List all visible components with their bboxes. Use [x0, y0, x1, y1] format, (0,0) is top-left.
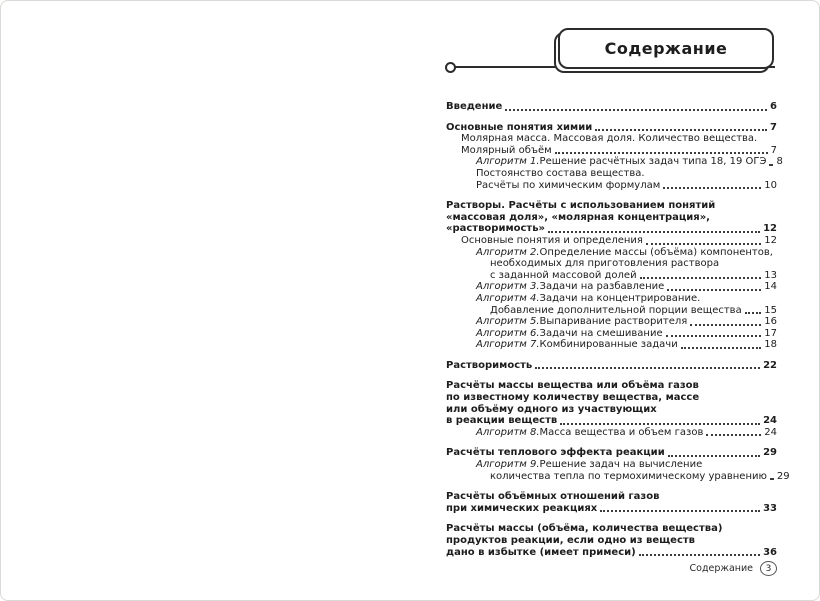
page-number: 15 [764, 304, 777, 316]
toc-entry [476, 459, 790, 482]
page-number: 29 [763, 447, 777, 459]
dot-leader [703, 427, 764, 439]
toc-line-text: Расчёты массы (объёма, количества вещества) [446, 523, 723, 535]
toc-text [446, 523, 722, 534]
rule-end-circle-icon [445, 62, 456, 73]
toc-line [446, 101, 777, 113]
dot-leader [660, 180, 764, 192]
toc-text [446, 404, 657, 415]
toc-entry [476, 247, 777, 282]
toc-text [446, 392, 699, 403]
toc-text [476, 427, 703, 439]
toc-text [446, 535, 695, 546]
toc-entry [446, 122, 777, 134]
toc-line [476, 180, 777, 192]
toc-entry [476, 427, 777, 439]
dot-leader [557, 415, 763, 427]
toc-text [461, 133, 757, 144]
toc-line-text: количества тепла по термохимическому уравнению [490, 470, 767, 482]
dot-leader [592, 122, 770, 134]
dot-leader [636, 547, 763, 559]
toc-line-text: при химических реакциях [446, 502, 598, 514]
toc-line [490, 470, 790, 483]
toc-line-text: Молярный объём [461, 144, 552, 156]
toc-line-text: необходимых для приготовления раствора [490, 258, 720, 270]
toc-line-text: Расчёты объёмных отношений газов [446, 491, 660, 503]
toc-line [446, 491, 777, 503]
toc-line [446, 212, 777, 224]
toc-text [490, 270, 637, 282]
dot-leader [545, 223, 763, 235]
toc-text [446, 503, 597, 515]
toc-line [446, 122, 777, 134]
toc-line-text: Задачи на концентрирование. [539, 292, 701, 304]
page-number: 18 [764, 339, 777, 351]
toc-entry [446, 380, 777, 426]
toc-line [446, 523, 777, 535]
toc-entry [446, 360, 777, 372]
algorithm-label: Алгоритм 1. [476, 156, 540, 168]
toc-text [446, 447, 665, 459]
toc-line-text: «массовая доля», «молярная концентрация», [446, 211, 710, 223]
toc-text [476, 281, 664, 293]
dot-leader [502, 101, 770, 113]
toc-line-text: Задачи на разбавление [539, 281, 665, 293]
toc-entry [476, 281, 777, 293]
toc-line-text: продуктов реакции, если одно из веществ [446, 535, 696, 546]
toc [446, 101, 790, 558]
toc-entry [446, 101, 777, 113]
toc-line-text: Решение задач на вычисление [539, 459, 703, 471]
toc-entry [476, 293, 777, 316]
toc-entry [446, 523, 777, 558]
toc-text [446, 415, 557, 427]
toc-line [461, 145, 777, 157]
dot-leader [532, 360, 763, 372]
toc-entry [446, 491, 777, 514]
footer [690, 561, 778, 576]
toc-line [476, 328, 777, 340]
toc-line [446, 535, 777, 547]
dot-leader [664, 281, 764, 293]
toc-line-text: Молярная масса. Массовая доля. Количество вещества. [461, 133, 758, 145]
toc-line-text: Добавление дополнительной порции вещества [490, 304, 742, 316]
page-number: 7 [770, 121, 777, 133]
toc-entry [446, 200, 777, 235]
toc-line [490, 270, 777, 282]
toc-line [476, 168, 777, 180]
toc-line [476, 427, 777, 439]
dot-leader [767, 471, 777, 483]
toc-line-text: Комбинированные задачи [539, 339, 678, 351]
page-number: 6 [770, 101, 777, 112]
toc-entry [476, 339, 777, 351]
toc-entry [461, 133, 777, 156]
algorithm-label: Алгоритм 8. [476, 426, 540, 438]
algorithm-label: Алгоритм 3. [476, 281, 540, 293]
toc-text [490, 305, 742, 317]
toc-line [446, 392, 777, 404]
algorithm-label: Алгоритм 4. [476, 292, 540, 304]
toc-entry [476, 316, 777, 328]
toc-line-text: в реакции веществ [446, 415, 558, 427]
dot-leader [643, 235, 764, 247]
toc-text [446, 122, 592, 134]
toc-text [490, 258, 719, 269]
algorithm-label: Алгоритм 7. [476, 339, 540, 351]
toc-line-text: Растворы. Расчёты с использованием понятий [446, 200, 716, 212]
dot-leader [597, 503, 763, 515]
toc-line-text: «растворимость» [446, 223, 546, 235]
page-number: 14 [764, 281, 777, 293]
dot-leader [742, 305, 765, 317]
toc-line-text: Постоянство состава вещества. [476, 167, 645, 179]
toc-line [476, 156, 783, 168]
toc-line [461, 235, 777, 247]
page-number: 12 [764, 234, 777, 246]
toc-line-text: или объёму одного из участвующих [446, 403, 657, 415]
toc-line [446, 503, 777, 515]
toc-text [476, 293, 700, 304]
toc-entry [476, 156, 783, 168]
toc-line-text: Расчёты по химическим формулам [476, 179, 661, 191]
toc-text [476, 459, 702, 470]
toc-text [476, 180, 660, 192]
toc-line [446, 380, 777, 392]
footer-page-number-badge [760, 561, 777, 576]
toc-line [446, 415, 777, 427]
toc-line-text: дано в избытке (имеет примеси) [446, 546, 636, 558]
dot-leader [678, 339, 765, 351]
toc-line [446, 447, 777, 459]
toc-entry [461, 235, 777, 247]
page-number: 8 [776, 156, 783, 168]
page-number: 13 [764, 269, 777, 281]
toc-entry [446, 447, 777, 459]
toc-line [476, 459, 777, 471]
toc-line [446, 223, 777, 235]
toc-line-text: Расчёты теплового эффекта реакции [446, 447, 665, 459]
footer-label: Содержание [689, 563, 753, 574]
toc-line [490, 305, 777, 317]
page-number: 7 [770, 144, 777, 156]
toc-line-text: Масса вещества и объем газов [539, 426, 704, 438]
toc-line [446, 200, 777, 212]
toc-text [490, 471, 767, 483]
toc-line [461, 133, 777, 145]
toc-line [446, 547, 777, 559]
page-number: 29 [776, 470, 790, 482]
toc-line [476, 247, 777, 259]
toc-line [476, 316, 777, 328]
toc-text [461, 145, 552, 157]
page-number: 16 [764, 316, 777, 328]
toc-line-text: Основные понятия химии [446, 121, 593, 133]
toc-text [476, 168, 645, 179]
page-number: 33 [763, 502, 777, 514]
toc-line-text: Задачи на смешивание [539, 327, 663, 339]
dot-leader [552, 145, 771, 157]
toc-text [461, 235, 643, 247]
toc-line-text: Расчёты массы вещества или объёма газов [446, 380, 699, 392]
toc-text [446, 491, 659, 502]
algorithm-label: Алгоритм 9. [476, 459, 540, 471]
toc-line [476, 339, 777, 351]
dot-leader [663, 328, 765, 340]
page-number: 24 [763, 415, 777, 427]
dot-leader [665, 447, 763, 459]
toc-text [446, 101, 502, 113]
toc-line-text: Определение массы (объёма) компонентов, [539, 246, 773, 258]
toc-text [446, 547, 636, 559]
toc-text [476, 247, 773, 258]
toc-line-text: Растворимость [446, 359, 533, 371]
algorithm-label: Алгоритм 6. [476, 327, 540, 339]
toc-line-text: Введение [446, 101, 503, 112]
contents-title-box [558, 28, 774, 69]
toc-line-text: Выпаривание растворителя [539, 316, 688, 328]
toc-line-text: с заданной массовой долей [490, 269, 637, 281]
page-number: 22 [763, 359, 777, 371]
page-number: 17 [764, 327, 777, 339]
toc-text [446, 360, 532, 372]
toc-text [476, 156, 766, 168]
toc-entry [476, 168, 777, 191]
algorithm-label: Алгоритм 5. [476, 316, 540, 328]
page-number: 36 [763, 546, 777, 558]
dot-leader [637, 270, 765, 282]
toc-line-text: Основные понятия и определения [461, 234, 643, 246]
algorithm-label: Алгоритм 2. [476, 246, 540, 258]
toc-text [446, 223, 545, 235]
toc-text [476, 339, 678, 351]
toc-line-text: Решение расчётных задач типа 18, 19 ОГЭ [539, 156, 767, 168]
toc-text [446, 200, 715, 211]
toc-text [476, 328, 663, 340]
toc-entry [476, 328, 777, 340]
toc-line [446, 360, 777, 372]
toc-line [490, 258, 777, 270]
dot-leader [687, 316, 764, 328]
page-number: 12 [763, 223, 777, 235]
page-title: Содержание [604, 39, 728, 58]
footer-page-number: 3 [765, 563, 772, 574]
toc-line [446, 404, 777, 416]
toc-text [476, 316, 687, 328]
toc-line [476, 281, 777, 293]
page-number: 24 [764, 426, 777, 438]
toc-line-text: по известному количеству вещества, массе [446, 392, 700, 404]
toc-line [476, 293, 777, 305]
dot-leader [766, 156, 776, 168]
toc-text [446, 380, 699, 391]
page-number: 10 [764, 179, 777, 191]
toc-text [446, 212, 710, 223]
